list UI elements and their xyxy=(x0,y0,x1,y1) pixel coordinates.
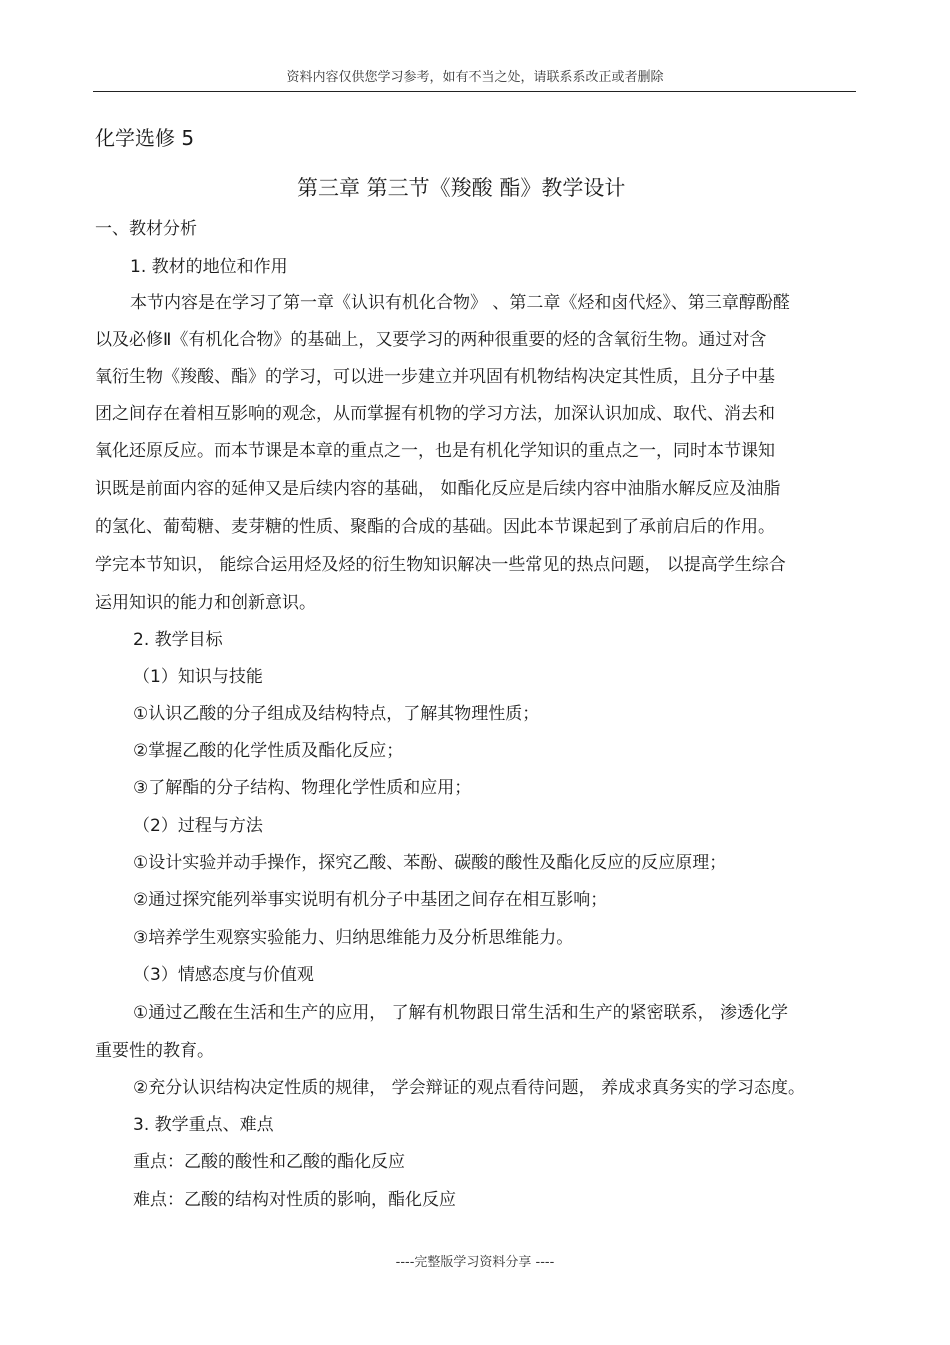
paragraph-line: 团之间存在着相互影响的观念，从而掌握有机物的学习方法，加深认识加成、取代、消去和 xyxy=(95,404,775,424)
goal-item: ③培养学生观察实验能力、归纳思维能力及分析思维能力。 xyxy=(133,928,574,948)
section-heading: 一、教材分析 xyxy=(95,219,197,239)
subsection-heading: 2. 教学目标 xyxy=(133,630,223,650)
goal-item: ②充分认识结构决定性质的规律， 学会辩证的观点看待问题， 养成求真务实的学习态度。 xyxy=(133,1078,806,1098)
paragraph-line: 运用知识的能力和创新意识。 xyxy=(95,593,316,613)
goal-item: ①通过乙酸在生活和生产的应用， 了解有机物跟日常生活和生产的紧密联系， 渗透化学 xyxy=(133,1003,789,1023)
goal-item: ①认识乙酸的分子组成及结构特点，了解其物理性质； xyxy=(133,704,540,724)
subject-heading: 化学选修 5 xyxy=(95,126,195,150)
goal-item: ①设计实验并动手操作，探究乙酸、苯酚、碳酸的酸性及酯化反应的反应原理； xyxy=(133,853,727,873)
difficult-point: 难点：乙酸的结构对性质的影响，酯化反应 xyxy=(133,1190,456,1210)
paragraph-line: 本节内容是在学习了第一章《认识有机化合物》 、第二章《烃和卤代烃》、第三章醇酚醛 xyxy=(130,293,790,313)
goal-heading: （3）情感态度与价值观 xyxy=(133,965,314,985)
key-point: 重点：乙酸的酸性和乙酸的酯化反应 xyxy=(133,1152,405,1172)
paragraph-line: 氧衍生物《羧酸、酯》的学习，可以进一步建立并巩固有机物结构决定其性质，且分子中基 xyxy=(95,367,775,387)
page-header-note: 资料内容仅供您学习参考，如有不当之处，请联系系改正或者删除 xyxy=(286,70,664,85)
goal-item: ②掌握乙酸的化学性质及酯化反应； xyxy=(133,741,404,761)
goal-item: ③了解酯的分子结构、物理化学性质和应用； xyxy=(133,778,472,798)
goal-heading: （1）知识与技能 xyxy=(133,667,263,687)
paragraph-line: 的氢化、葡萄糖、麦芽糖的性质、聚酯的合成的基础。因此本节课起到了承前启后的作用。 xyxy=(95,517,775,537)
document-title: 第三章 第三节《羧酸 酯》教学设计 xyxy=(297,176,626,200)
paragraph-line: 氧化还原反应。而本节课是本章的重点之一，也是有机化学知识的重点之一，同时本节课知 xyxy=(95,441,775,461)
header-rule xyxy=(93,91,856,92)
paragraph-line: 识既是前面内容的延伸又是后续内容的基础， 如酯化反应是后续内容中油脂水解反应及油脂 xyxy=(95,479,781,499)
page-footer-note: ----完整版学习资料分享 ---- xyxy=(395,1255,555,1270)
paragraph-line: 学完本节知识， 能综合运用烃及烃的衍生物知识解决一些常见的热点问题， 以提高学生综合 xyxy=(95,555,786,575)
subsection-heading: 3. 教学重点、难点 xyxy=(133,1115,274,1135)
goal-heading: （2）过程与方法 xyxy=(133,816,263,836)
subsection-heading: 1. 教材的地位和作用 xyxy=(130,257,288,277)
goal-item: ②通过探究能列举事实说明有机分子中基团之间存在相互影响； xyxy=(133,890,608,910)
goal-item: 重要性的教育。 xyxy=(95,1041,214,1061)
paragraph-line: 以及必修Ⅱ《有机化合物》的基础上，又要学习的两种很重要的烃的含氧衍生物。通过对含 xyxy=(95,330,767,350)
